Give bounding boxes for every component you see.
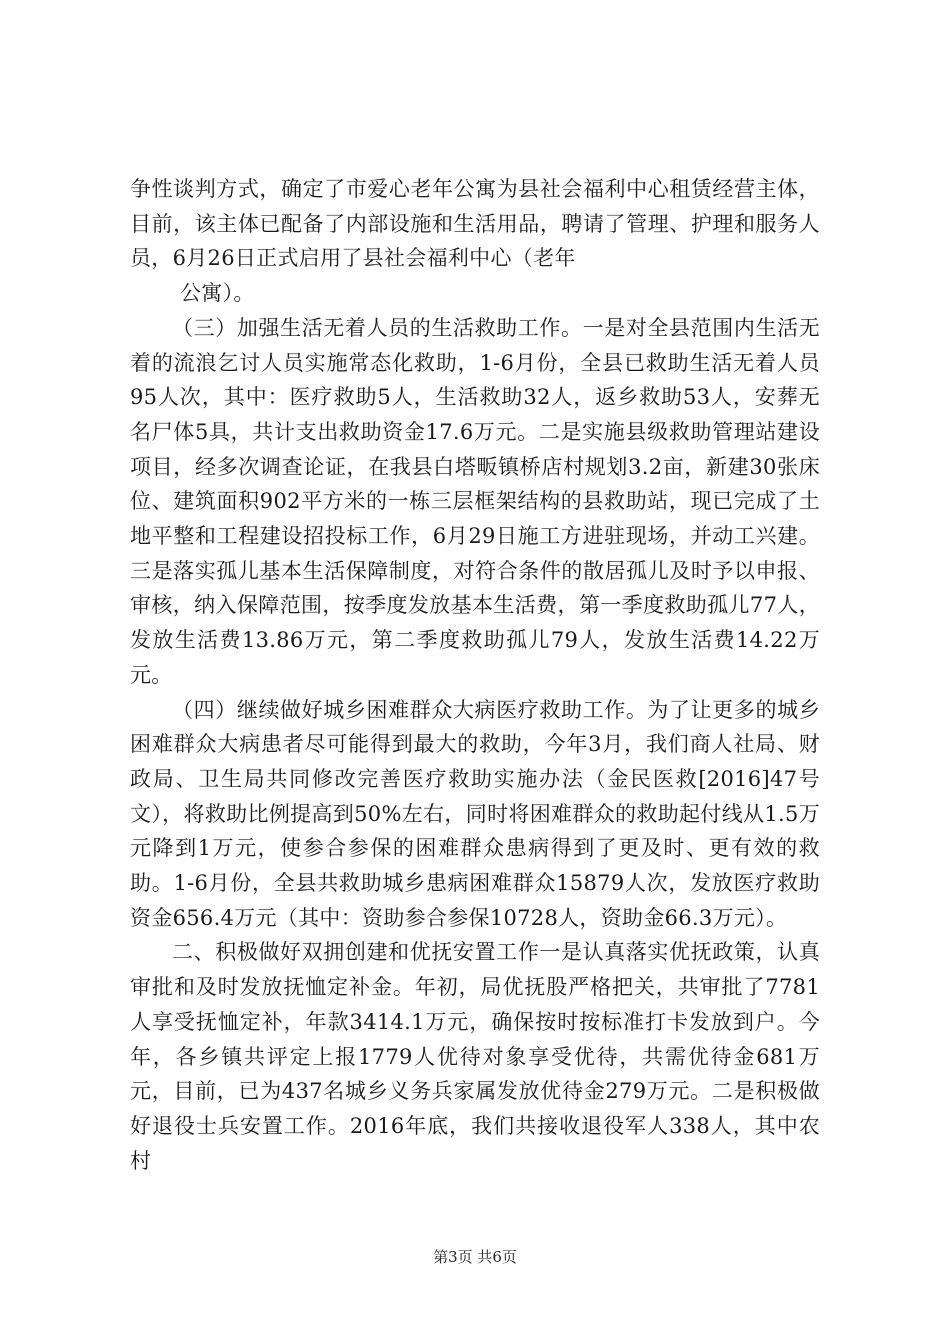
document-body xyxy=(130,172,820,1178)
paragraph-section-two: 二、积极做好双拥创建和优抚安置工作一是认真落实优抚政策，认真审批和及时发放抚恤定补金。年初，局优抚股严格把关，共审批了7781人享受抚恤定补，年款3414.1万元，确保按时按标准打卡发放到户。今年，各乡镇共评定上报1779人优待对象享受优待，共需优待金681万元，目前，已为437名城乡义务兵家属发放优待金279万元。二是积极做好退役士兵安置工作。2016年底，我们共接收退役军人338人，其中农村 xyxy=(130,940,820,1173)
paragraph-section-4: （四）继续做好城乡困难群众大病医疗救助工作。为了让更多的城乡困难群众大病患者尽可能得到最大的救助，今年3月，我们商人社局、财政局、卫生局共同修改完善医疗救助实施办法（金民医救[2016]47号文），将救助比例提高到50%左右，同时将困难群众的救助起付线从1.5万元降到1万元，使参合参保的困难群众患病得到了更及时、更有效的救助。1-6月份，全县共救助城乡患病困难群众15879人次，发放医疗救助资金656.4万元（其中：资助参合参保10728人，资助金66.3万元）。 xyxy=(130,697,820,930)
paragraph-continuation-tail: 公寓）。 xyxy=(180,281,255,306)
page-number-footer: 第3页 共6页 xyxy=(433,1248,517,1266)
paragraph-continuation: 争性谈判方式，确定了市爱心老年公寓为县社会福利中心租赁经营主体，目前，该主体已配备了内部设施和生活用品，聘请了管理、护理和服务人员，6月26日正式启用了县社会福利中心（老年 xyxy=(130,177,820,271)
paragraph-section-3: （三）加强生活无着人员的生活救助工作。一是对全县范围内生活无着的流浪乞讨人员实施常态化救助，1-6月份，全县已救助生活无着人员95人次，其中：医疗救助5人，生活救助32人，返乡救助53人，安葬无名尸体5具，共计支出救助资金17.6万元。二是实施县级救助管理站建设项目，经多次调查论证，在我县白塔畈镇桥店村规划3.2亩，新建30张床位、建筑面积902平方米的一栋三层框架结构的县救助站，现已完成了土地平整和工程建设招投标工作，6月29日施工方进驻现场，并动工兴建。三是落实孤儿基本生活保障制度，对符合条件的散居孤儿及时予以申报、审核，纳入保障范围，按季度发放基本生活费，第一季度救助孤儿77人，发放生活费13.86万元，第二季度救助孤儿79人，发放生活费14.22万元。 xyxy=(130,315,820,687)
